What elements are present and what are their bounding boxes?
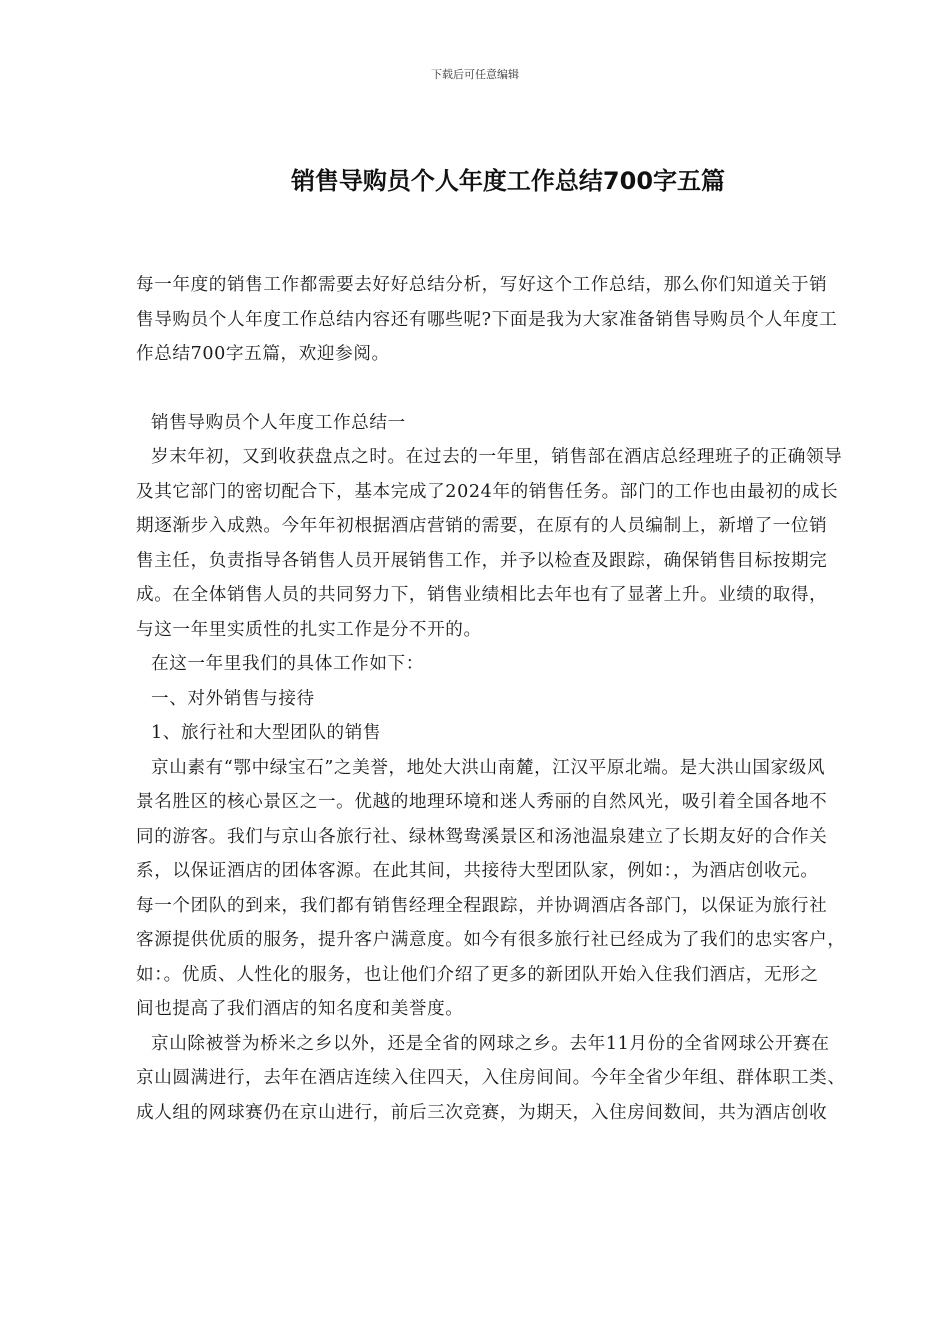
text-line: 及其它部门的密切配合下，基本完成了2024年的销售任务。部门的工作也由最初的成长 [136,481,839,502]
text-line: 售主任，负责指导各销售人员开展销售工作，并予以检查及跟踪，确保销售目标按期完 [136,550,828,571]
document-body [136,268,888,1130]
text-line: 与这一年里实质性的扎实工作是分不开的。 [136,619,482,640]
document-title: 销售导购员个人年度工作总结700字五篇 [290,167,726,195]
section-heading: 销售导购员个人年度工作总结一 [151,412,406,433]
paragraph-3 [136,1027,888,1131]
work-intro: 在这一年里我们的具体工作如下： [151,654,424,674]
text-line: 系，以保证酒店的团体客源。在此其间，共接待大型团队家，例如：，为酒店创收元。 [136,861,819,881]
text-line: 作总结700字五篇，欢迎参阅。 [136,344,390,364]
text-line: 成人组的网球赛仍在京山进行，前后三次竞赛，为期天，入住房间数间，共为酒店创收 [136,1102,828,1123]
paragraph-2 [136,751,888,1027]
text-line: 同的游客。我们与京山各旅行社、绿林鸳鸯溪景区和汤池温泉建立了长期友好的合作关 [136,826,828,847]
sub-heading: 一、对外销售与接待 [151,688,315,709]
text-line: 岁末年初，又到收获盘点之时。在过去的一年里，销售部在酒店总经理班子的正确领导 [151,447,843,467]
text-line: 售导购员个人年度工作总结内容还有哪些呢?下面是我为大家准备销售导购员个人年度工 [136,309,838,330]
text-line: 每一年度的销售工作都需要去好好总结分析，写好这个工作总结，那么你们知道关于销 [136,275,828,295]
intro-paragraph [136,268,888,372]
text-line: 如：。优质、人性化的服务，也让他们介绍了更多的新团队开始入住我们酒店，无形之 [136,964,819,985]
header-note: 下载后可任意编辑 [431,68,519,81]
text-line: 京山圆满进行，去年在酒店连续入住四天，入住房间间。今年全省少年组、群体职工类、 [136,1068,846,1088]
sub-heading: 1、旅行社和大型团队的销售 [151,723,382,743]
text-line: 成。在全体销售人员的共同努力下，销售业绩相比去年也有了显著上升。业绩的取得， [136,585,828,605]
text-line: 景名胜区的核心景区之一。优越的地理环境和迷人秀丽的自然风光，吸引着全国各地不 [136,792,828,812]
text-line: 京山除被誉为桥米之乡以外，还是全省的网球之乡。去年11月份的全省网球公开赛在 [151,1033,830,1054]
text-line: 期逐渐步入成熟。今年年初根据酒店营销的需要，在原有的人员编制上，新增了一位销 [136,516,828,536]
paragraph-gap [136,372,888,406]
paragraph-1 [136,440,888,647]
text-line: 每一个团队的到来，我们都有销售经理全程跟踪，并协调酒店各部门，以保证为旅行社 [136,895,828,916]
text-line: 京山素有“鄂中绿宝石”之美誉，地处大洪山南麓，江汉平原北端。是大洪山国家级风 [151,757,826,778]
text-line: 客源提供优质的服务，提升客户满意度。如今有很多旅行社已经成为了我们的忠实客户， [136,930,846,950]
text-line: 间也提高了我们酒店的知名度和美誉度。 [136,999,464,1019]
